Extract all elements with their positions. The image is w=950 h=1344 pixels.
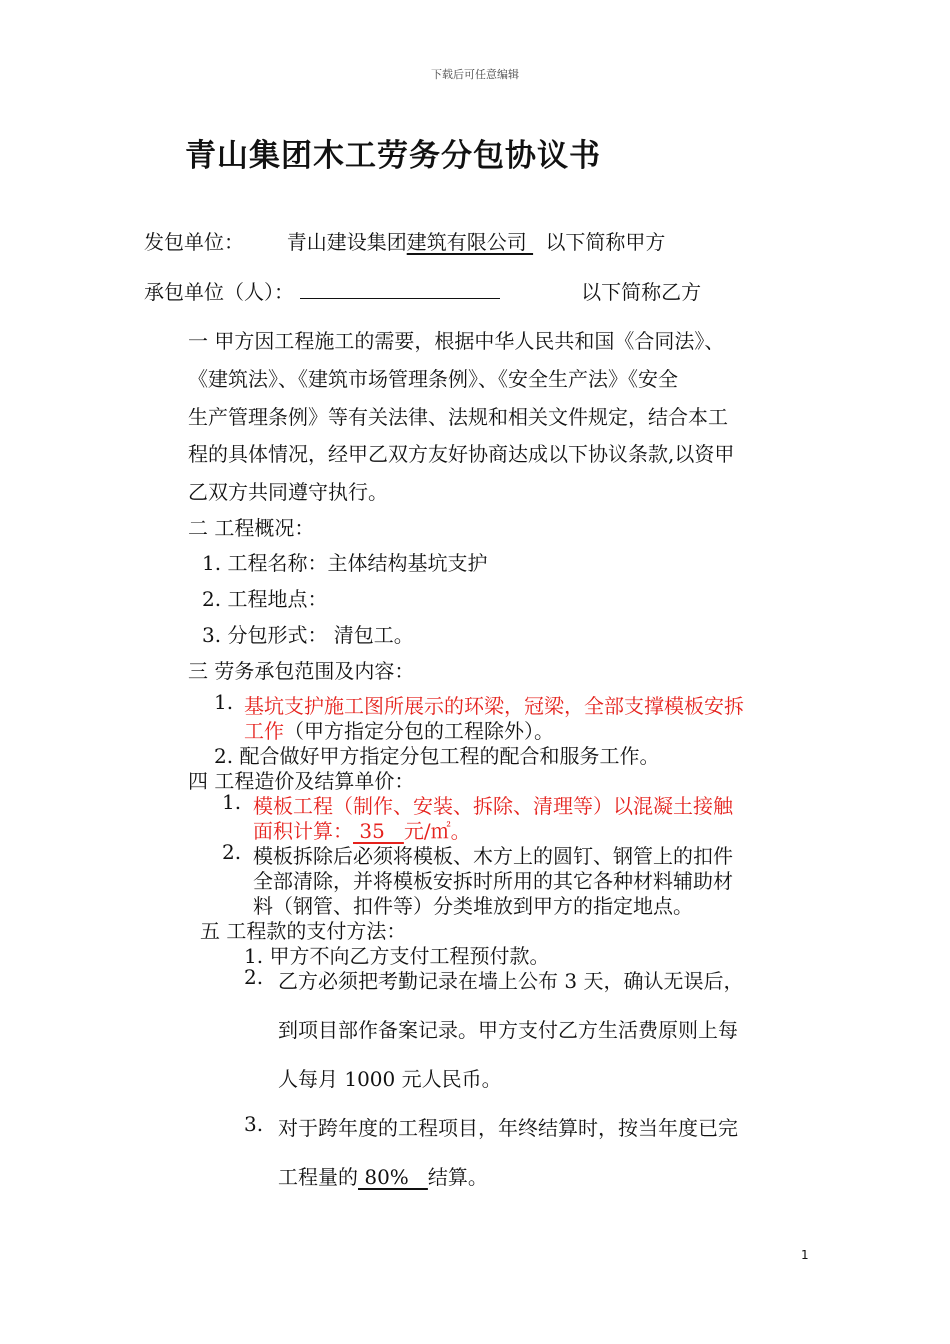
party-a-label: 发包单位： [144,230,244,254]
sec2-item: 2. 工程地点： [202,587,328,611]
sec1-line: 乙双方共同遵守执行。 [188,480,388,504]
sec3-item1-black-part: （甲方指定分包的工程除外）。 [284,719,554,743]
sec3-item1-red-part: 工作 [244,719,284,743]
sec4-item1-line1: 模板工程（制作、安装、拆除、清理等）以混凝土接触 [253,794,733,818]
sec5-item3-line2 [278,1161,488,1190]
sec4-item2-line: 模板拆除后必须将模板、木方上的圆钉、钢管上的扣件 [253,844,733,868]
sec5-item3-line1: 对于跨年度的工程项目，年终结算时，按当年度已完 [278,1116,738,1140]
sec4-item1-num: 1. [222,790,242,814]
sec5-heading: 五 工程款的支付方法： [200,919,407,943]
sec1-line: 《建筑法》、《建筑市场管理条例》、《安全生产法》《安全 [188,367,678,391]
document-title: 青山集团木工劳务分包协议书 [185,138,601,174]
sec4-item2-line: 全部清除，并将模板安拆时所用的其它各种材料辅助材 [253,869,733,893]
sec4-item2-num: 2. [222,840,242,864]
sec1-line: 程的具体情况，经甲乙双方友好协商达成以下协议条款,以资甲 [188,442,735,466]
sec5-item2-line3: 人每月 1000 元人民币。 [278,1067,502,1091]
page-number: 1 [801,1248,809,1262]
sec5-item2-line2: 到项目部作备案记录。甲方支付乙方生活费原则上每 [278,1018,738,1042]
sec4-price-unit: 元/㎡。 [403,819,471,843]
party-a-name: 青山建设集团 [286,230,407,254]
sec3-heading: 三 劳务承包范围及内容： [188,659,415,683]
party-b-line [144,276,701,305]
sec5-item3-post: 结算。 [427,1165,488,1189]
sec3-item1-line1: 基坑支护施工图所展示的环梁，冠梁，全部支撑模板安拆 [244,694,744,718]
sec5-item3-num: 3. [244,1112,264,1136]
sec2-item: 1. 工程名称：主体结构基坑支护 [202,551,488,575]
party-b-blank [300,280,500,299]
party-a-name-underlined: 建筑有限公司 [406,230,534,254]
sec4-price-label: 面积计算： [253,819,353,843]
party-a-alias: 以下简称甲方 [545,230,666,254]
sec3-item2: 2. 配合做好甲方指定分包工程的配合和服务工作。 [214,744,660,768]
party-a-line [144,226,665,255]
sec5-item1: 1. 甲方不向乙方支付工程预付款。 [244,944,550,968]
sec2-item: 3. 分包形式： 清包工。 [202,623,414,647]
sec5-item2-num: 2. [244,965,264,989]
sec1-line: 生产管理条例》等有关法律、法规和相关文件规定，结合本工 [188,405,728,429]
sec3-item1-num: 1. [214,690,234,714]
sec5-item2-line1: 乙方必须把考勤记录在墙上公布 3 天，确认无误后， [278,969,744,993]
sec1-line: 一 甲方因工程施工的需要，根据中华人民共和国《合同法》、 [188,329,725,353]
sec4-item2-line: 料（钢管、扣件等）分类堆放到甲方的指定地点。 [253,894,693,918]
header-note: 下载后可任意编辑 [431,68,519,81]
sec4-price-value: 35 [353,819,404,843]
sec5-item3-value: 80% [358,1165,428,1189]
sec4-heading: 四 工程造价及结算单价： [188,769,415,793]
sec2-heading: 二 工程概况： [188,516,315,540]
party-b-alias: 以下简称乙方 [581,280,702,304]
sec5-item3-pre: 工程量的 [278,1165,358,1189]
party-b-label: 承包单位（人）： [144,280,294,304]
